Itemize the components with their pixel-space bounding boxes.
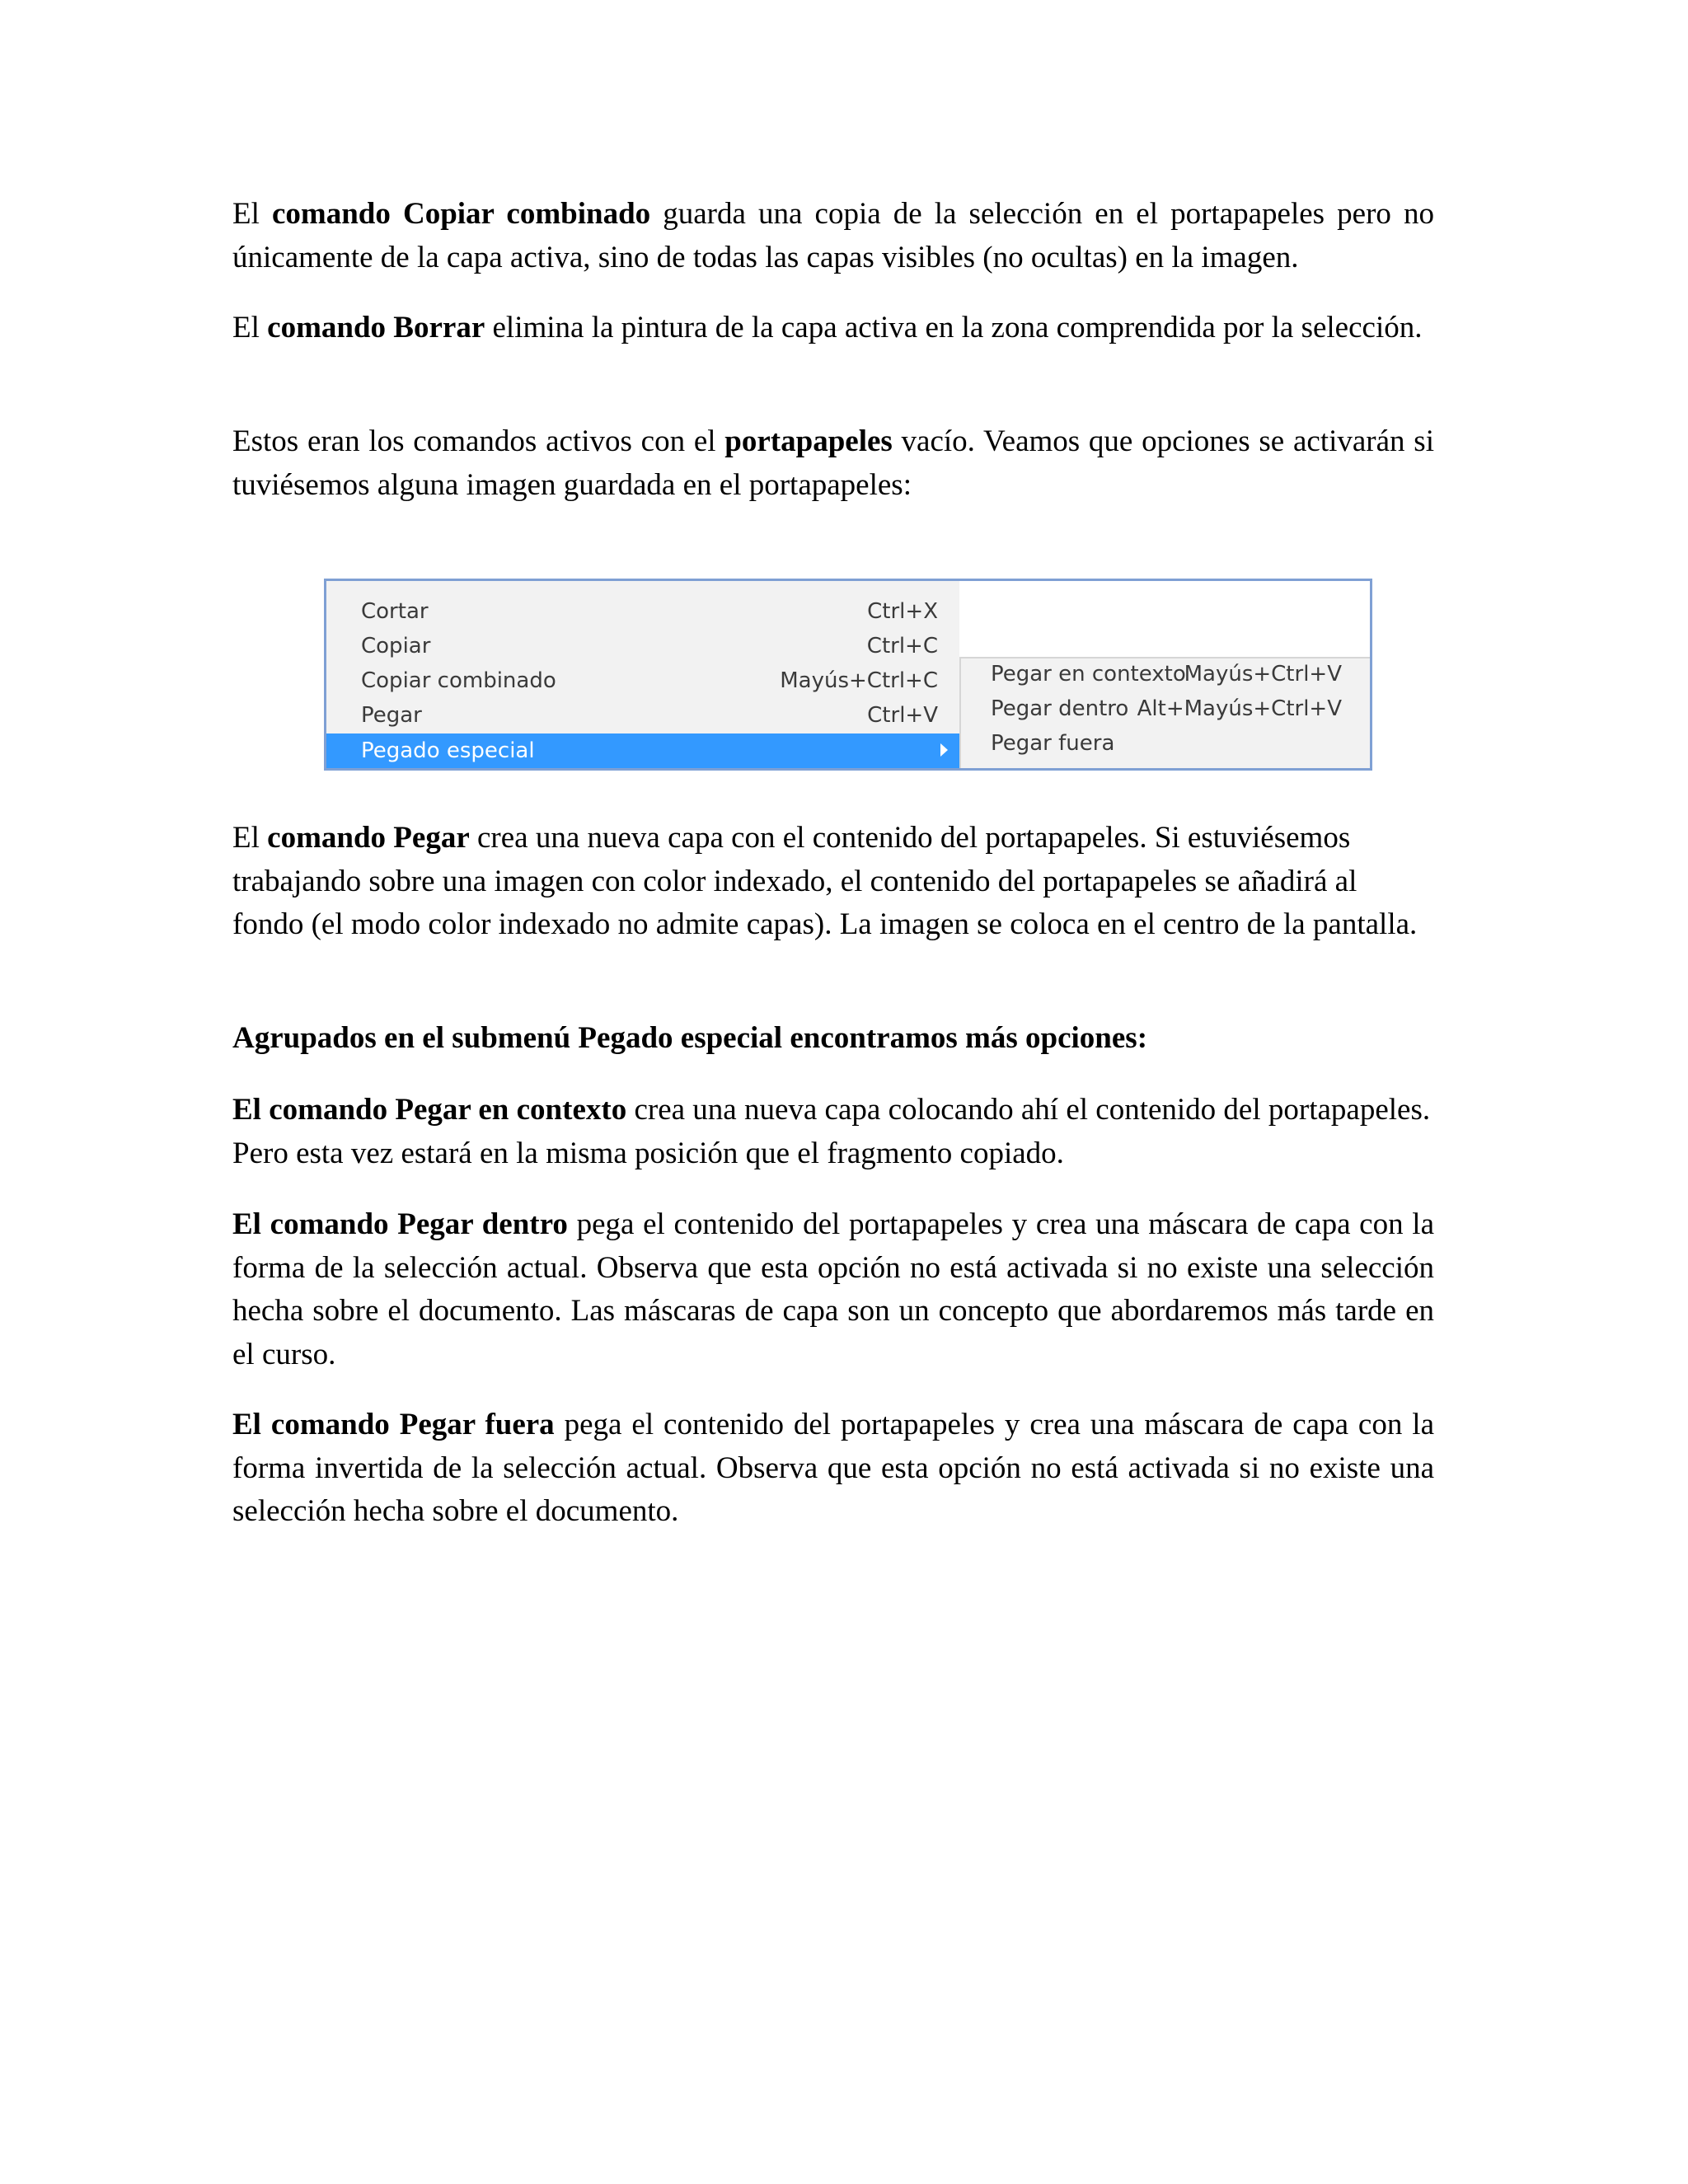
- paragraph-pegar-fuera: [232, 1404, 1434, 1534]
- context-menu: [326, 581, 959, 768]
- edit-menu-screenshot: [324, 579, 1372, 771]
- text-run: Estos eran los comandos activos con el: [232, 424, 725, 458]
- menu-item-label: Copiar combinado: [361, 668, 556, 693]
- bold-term: comando Borrar: [267, 311, 485, 344]
- submenu-item-label: Pegar en contexto: [991, 662, 1186, 687]
- bold-term: Agrupados en el submenú Pegado especial encontramos más opciones:: [232, 1021, 1148, 1055]
- pegado-especial-submenu: [959, 657, 1370, 768]
- menu-item-shortcut: Ctrl+X: [867, 599, 938, 624]
- text-run: El: [232, 197, 272, 231]
- paragraph-copiar-combinado: [232, 193, 1434, 279]
- submenu-item-pegar-en-contexto[interactable]: [961, 658, 1370, 693]
- text-run: pega el contenido del portapapeles y crea una máscara de capa con la forma de la selección actual. Observa que esta opción no está activada si no existe una selección hecha sobre el documento. Las máscaras de capa son un concepto que abordaremos más tarde en el curso.: [232, 1207, 1434, 1371]
- bold-term: comando Pegar: [267, 821, 470, 855]
- submenu-item-label: Pegar fuera: [991, 731, 1115, 756]
- menu-item-shortcut: Ctrl+C: [866, 634, 938, 658]
- menu-item-pegar[interactable]: [326, 698, 959, 733]
- text-run: pega el contenido del portapapeles y crea una máscara de capa con la forma invertida de la selección actual. Observa que esta opción no está activada si no existe una selección hecha sobre el documento.: [232, 1408, 1434, 1528]
- menu-item-copiar-combinado[interactable]: [326, 663, 959, 698]
- submenu-item-pegar-dentro[interactable]: [961, 693, 1370, 728]
- text-run: El: [232, 821, 268, 855]
- text-run: guarda una copia de la selección en el portapapeles pero no únicamente de la capa activa, sino de todas las capas visibles (no ocultas) en la imagen.: [232, 197, 1434, 274]
- menu-item-label: Copiar: [361, 634, 431, 658]
- paragraph-portapapeles: [232, 420, 1434, 507]
- text-run: elimina la pintura de la capa activa en la zona comprendida por la selección.: [485, 311, 1423, 344]
- text-run: El: [232, 311, 268, 344]
- paragraph-pegar-dentro: [232, 1203, 1434, 1376]
- paragraph-submenu-heading: [232, 1017, 1434, 1061]
- paragraph-pegar-en-contexto: [232, 1089, 1434, 1175]
- submenu-item-label: Pegar dentro: [991, 696, 1129, 721]
- menu-item-label: Pegado especial: [361, 738, 535, 763]
- menu-item-shortcut: Mayús+Ctrl+C: [780, 668, 938, 693]
- bold-term: El comando Pegar dentro: [232, 1207, 568, 1241]
- text-run: crea una nueva capa con el contenido del portapapeles. Si estuviésemos trabajando sobre una imagen con color indexado, el contenido del portapapeles se añadirá al fondo (el modo color indexado no admite capas). La imagen se coloca en el centro de la pantalla.: [232, 821, 1418, 941]
- submenu-item-shortcut: Alt+Mayús+Ctrl+V: [1137, 696, 1342, 721]
- bold-term: El comando Pegar fuera: [232, 1408, 555, 1441]
- menu-item-label: Cortar: [361, 599, 429, 624]
- menu-item-label: Pegar: [361, 703, 422, 728]
- paragraph-borrar: [232, 307, 1434, 350]
- bold-term: comando Copiar combinado: [271, 197, 651, 231]
- bold-term: portapapeles: [724, 424, 893, 458]
- paragraph-pegar: [232, 817, 1434, 947]
- submenu-item-pegar-fuera[interactable]: [961, 728, 1370, 762]
- text-run: vacío. Veamos que opciones se activarán si tuviésemos alguna imagen guardada en el portapapeles:: [232, 424, 1434, 502]
- bold-term: El comando Pegar en contexto: [232, 1093, 627, 1127]
- submenu-item-shortcut: Mayús+Ctrl+V: [1184, 662, 1342, 687]
- text-run: crea una nueva capa colocando ahí el contenido del portapapeles. Pero esta vez estará en la misma posición que el fragmento copiado.: [232, 1093, 1431, 1170]
- menu-item-shortcut: Ctrl+V: [867, 703, 938, 728]
- menu-item-pegado-especial[interactable]: [326, 733, 959, 768]
- submenu-arrow-icon: [940, 743, 948, 757]
- menu-item-cortar[interactable]: [326, 594, 959, 629]
- menu-item-copiar[interactable]: [326, 629, 959, 663]
